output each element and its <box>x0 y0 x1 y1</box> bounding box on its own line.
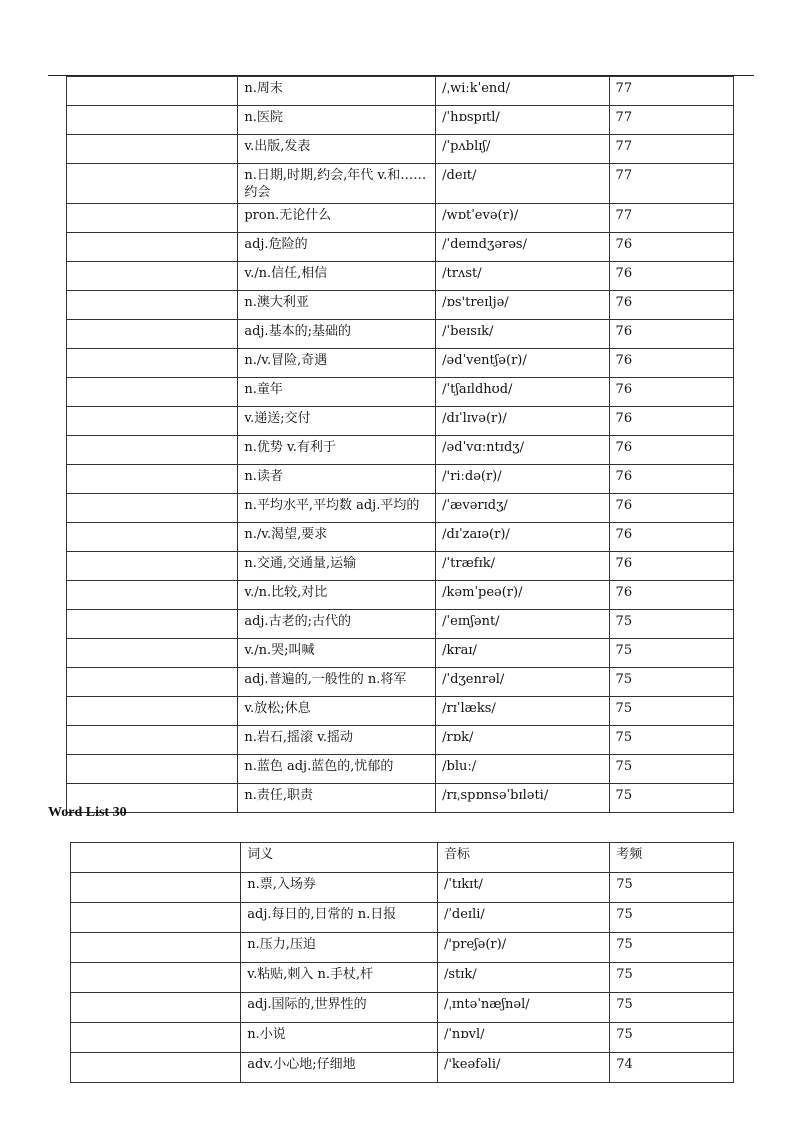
phonetic-cell: /wɒtˈevə(r)/ <box>436 204 609 233</box>
phonetic-cell: /rɪˌspɒnsəˈbɪləti/ <box>436 784 609 813</box>
meaning-cell: adj.古老的;古代的 <box>238 610 436 639</box>
word-cell <box>67 610 238 639</box>
meaning-cell: n.岩石,摇滚 v.摇动 <box>238 726 436 755</box>
phonetic-cell: /ˈdʒenrəl/ <box>436 668 609 697</box>
phonetic-cell: /deɪt/ <box>436 164 609 204</box>
table-row <box>67 523 734 552</box>
table-row <box>67 204 734 233</box>
table-header-row <box>71 843 734 873</box>
phonetic-cell: /ɒs'treɪljə/ <box>436 291 609 320</box>
word-cell <box>67 726 238 755</box>
meaning-cell: v./n.比较,对比 <box>238 581 436 610</box>
table-row <box>67 668 734 697</box>
word-cell <box>67 436 238 465</box>
word-cell <box>67 494 238 523</box>
table-row <box>71 963 734 993</box>
word-cell <box>67 407 238 436</box>
word-cell <box>67 77 238 106</box>
word-cell <box>67 523 238 552</box>
word-cell <box>71 963 241 993</box>
word-cell <box>67 668 238 697</box>
meaning-cell: v.递送;交付 <box>238 407 436 436</box>
meaning-cell: adj.基本的;基础的 <box>238 320 436 349</box>
phonetic-cell: /ˌwiːkˈend/ <box>436 77 609 106</box>
meaning-cell: n.票,入场券 <box>241 873 438 903</box>
meaning-cell: n.蓝色 adj.蓝色的,忧郁的 <box>238 755 436 784</box>
table-row <box>71 1053 734 1083</box>
meaning-cell: n./v.渴望,要求 <box>238 523 436 552</box>
word-cell <box>67 465 238 494</box>
table-row <box>67 494 734 523</box>
frequency-cell: 76 <box>609 233 733 262</box>
frequency-cell: 77 <box>609 164 733 204</box>
phonetic-cell: /ˈdeɪli/ <box>437 903 609 933</box>
meaning-cell: n./v.冒险,奇遇 <box>238 349 436 378</box>
header-phonetic: 音标 <box>437 843 609 873</box>
header-word <box>71 843 241 873</box>
meaning-cell: n.读者 <box>238 465 436 494</box>
table-row <box>67 581 734 610</box>
word-cell <box>67 233 238 262</box>
table-row <box>67 106 734 135</box>
word-cell <box>71 903 241 933</box>
frequency-cell: 76 <box>609 407 733 436</box>
frequency-cell: 75 <box>610 873 734 903</box>
meaning-cell: v.放松;休息 <box>238 697 436 726</box>
meaning-cell: v./n.哭;叫喊 <box>238 639 436 668</box>
vocab-table-1-body <box>67 77 734 813</box>
phonetic-cell: /ˈtræfɪk/ <box>436 552 609 581</box>
meaning-cell: n.压力,压迫 <box>241 933 438 963</box>
frequency-cell: 75 <box>610 963 734 993</box>
meaning-cell: n.交通,交通量,运输 <box>238 552 436 581</box>
meaning-cell: n.日期,时期,约会,年代 v.和……约会 <box>238 164 436 204</box>
meaning-cell: adj.危险的 <box>238 233 436 262</box>
table-row <box>67 164 734 204</box>
table-row <box>67 784 734 813</box>
word-cell <box>71 993 241 1023</box>
frequency-cell: 76 <box>609 494 733 523</box>
phonetic-cell: /ˈpʌblɪʃ/ <box>436 135 609 164</box>
meaning-cell: adj.国际的,世界性的 <box>241 993 438 1023</box>
phonetic-cell: /rɪˈlæks/ <box>436 697 609 726</box>
table-row <box>67 262 734 291</box>
meaning-cell: n.责任,职责 <box>238 784 436 813</box>
vocab-table-2 <box>70 842 734 1083</box>
phonetic-cell: /ədˈvɑːntɪdʒ/ <box>436 436 609 465</box>
frequency-cell: 76 <box>609 523 733 552</box>
word-cell <box>67 106 238 135</box>
frequency-cell: 75 <box>610 1023 734 1053</box>
frequency-cell: 76 <box>609 320 733 349</box>
meaning-cell: n.周末 <box>238 77 436 106</box>
phonetic-cell: /trʌst/ <box>436 262 609 291</box>
phonetic-cell: /bluː/ <box>436 755 609 784</box>
word-cell <box>67 697 238 726</box>
phonetic-cell: /ˈdeɪndʒərəs/ <box>436 233 609 262</box>
phonetic-cell: /ˈtʃaɪldhʊd/ <box>436 378 609 407</box>
frequency-cell: 75 <box>610 993 734 1023</box>
meaning-cell: v.出版,发表 <box>238 135 436 164</box>
meaning-cell: n.澳大利亚 <box>238 291 436 320</box>
table-row <box>67 135 734 164</box>
frequency-cell: 76 <box>609 378 733 407</box>
word-cell <box>71 1053 241 1083</box>
phonetic-cell: /ədˈventʃə(r)/ <box>436 349 609 378</box>
meaning-cell: adj.每日的,日常的 n.日报 <box>241 903 438 933</box>
frequency-cell: 76 <box>609 262 733 291</box>
phonetic-cell: /ˈeɪnʃənt/ <box>436 610 609 639</box>
table-row <box>67 233 734 262</box>
table-row <box>67 291 734 320</box>
frequency-cell: 76 <box>609 581 733 610</box>
word-cell <box>71 1023 241 1053</box>
word-cell <box>67 378 238 407</box>
phonetic-cell: /'keəfəli/ <box>437 1053 609 1083</box>
phonetic-cell: /stɪk/ <box>437 963 609 993</box>
header-meaning: 词义 <box>241 843 438 873</box>
phonetic-cell: /dɪˈzaɪə(r)/ <box>436 523 609 552</box>
word-cell <box>67 262 238 291</box>
phonetic-cell: /ˈbeɪsɪk/ <box>436 320 609 349</box>
table-row <box>67 77 734 106</box>
table-row <box>67 349 734 378</box>
table-row <box>67 465 734 494</box>
word-cell <box>67 164 238 204</box>
word-cell <box>67 291 238 320</box>
frequency-cell: 76 <box>609 552 733 581</box>
table-row <box>71 873 734 903</box>
table-row <box>71 993 734 1023</box>
phonetic-cell: /'preʃə(r)/ <box>437 933 609 963</box>
table-row <box>67 610 734 639</box>
word-cell <box>67 755 238 784</box>
table-row <box>67 697 734 726</box>
frequency-cell: 76 <box>609 349 733 378</box>
word-cell <box>71 873 241 903</box>
word-cell <box>67 581 238 610</box>
header-frequency: 考频 <box>610 843 734 873</box>
frequency-cell: 75 <box>609 639 733 668</box>
frequency-cell: 77 <box>609 135 733 164</box>
meaning-cell: n.优势 v.有利于 <box>238 436 436 465</box>
phonetic-cell: /kraɪ/ <box>436 639 609 668</box>
phonetic-cell: /'riːdə(r)/ <box>436 465 609 494</box>
frequency-cell: 77 <box>609 106 733 135</box>
table-row <box>67 378 734 407</box>
meaning-cell: adv.小心地;仔细地 <box>241 1053 438 1083</box>
frequency-cell: 75 <box>609 755 733 784</box>
table-row <box>71 903 734 933</box>
table-row <box>67 552 734 581</box>
frequency-cell: 75 <box>610 903 734 933</box>
phonetic-cell: /ˈævərɪdʒ/ <box>436 494 609 523</box>
table-row <box>67 407 734 436</box>
frequency-cell: 76 <box>609 291 733 320</box>
meaning-cell: n.小说 <box>241 1023 438 1053</box>
phonetic-cell: /ˈhɒspɪtl/ <box>436 106 609 135</box>
meaning-cell: pron.无论什么 <box>238 204 436 233</box>
frequency-cell: 77 <box>609 77 733 106</box>
meaning-cell: n.童年 <box>238 378 436 407</box>
frequency-cell: 75 <box>609 610 733 639</box>
phonetic-cell: /ˈtɪkɪt/ <box>437 873 609 903</box>
table-row <box>67 436 734 465</box>
word-cell <box>67 135 238 164</box>
phonetic-cell: /kəmˈpeə(r)/ <box>436 581 609 610</box>
table-row <box>71 933 734 963</box>
frequency-cell: 75 <box>609 784 733 813</box>
meaning-cell: n.平均水平,平均数 adj.平均的 <box>238 494 436 523</box>
vocab-table-1 <box>66 76 734 813</box>
word-cell <box>67 349 238 378</box>
table-row <box>67 755 734 784</box>
phonetic-cell: /ˌɪntəˈnæʃnəl/ <box>437 993 609 1023</box>
table-row <box>67 639 734 668</box>
frequency-cell: 77 <box>609 204 733 233</box>
word-cell <box>67 639 238 668</box>
meaning-cell: v.粘贴,刺入 n.手杖,杆 <box>241 963 438 993</box>
word-list-heading: Word List 30 <box>48 805 127 820</box>
phonetic-cell: /rɒk/ <box>436 726 609 755</box>
frequency-cell: 75 <box>609 726 733 755</box>
frequency-cell: 75 <box>610 933 734 963</box>
frequency-cell: 76 <box>609 436 733 465</box>
meaning-cell: v./n.信任,相信 <box>238 262 436 291</box>
meaning-cell: adj.普遍的,一般性的 n.将军 <box>238 668 436 697</box>
table-row <box>67 320 734 349</box>
phonetic-cell: /dɪˈlɪvə(r)/ <box>436 407 609 436</box>
phonetic-cell: /ˈnɒvl/ <box>437 1023 609 1053</box>
word-cell <box>67 204 238 233</box>
word-cell <box>71 933 241 963</box>
meaning-cell: n.医院 <box>238 106 436 135</box>
table-row <box>67 726 734 755</box>
frequency-cell: 75 <box>609 697 733 726</box>
frequency-cell: 75 <box>609 668 733 697</box>
table-row <box>71 1023 734 1053</box>
word-cell <box>67 552 238 581</box>
frequency-cell: 76 <box>609 465 733 494</box>
frequency-cell: 74 <box>610 1053 734 1083</box>
vocab-table-2-body <box>71 873 734 1083</box>
word-cell <box>67 320 238 349</box>
